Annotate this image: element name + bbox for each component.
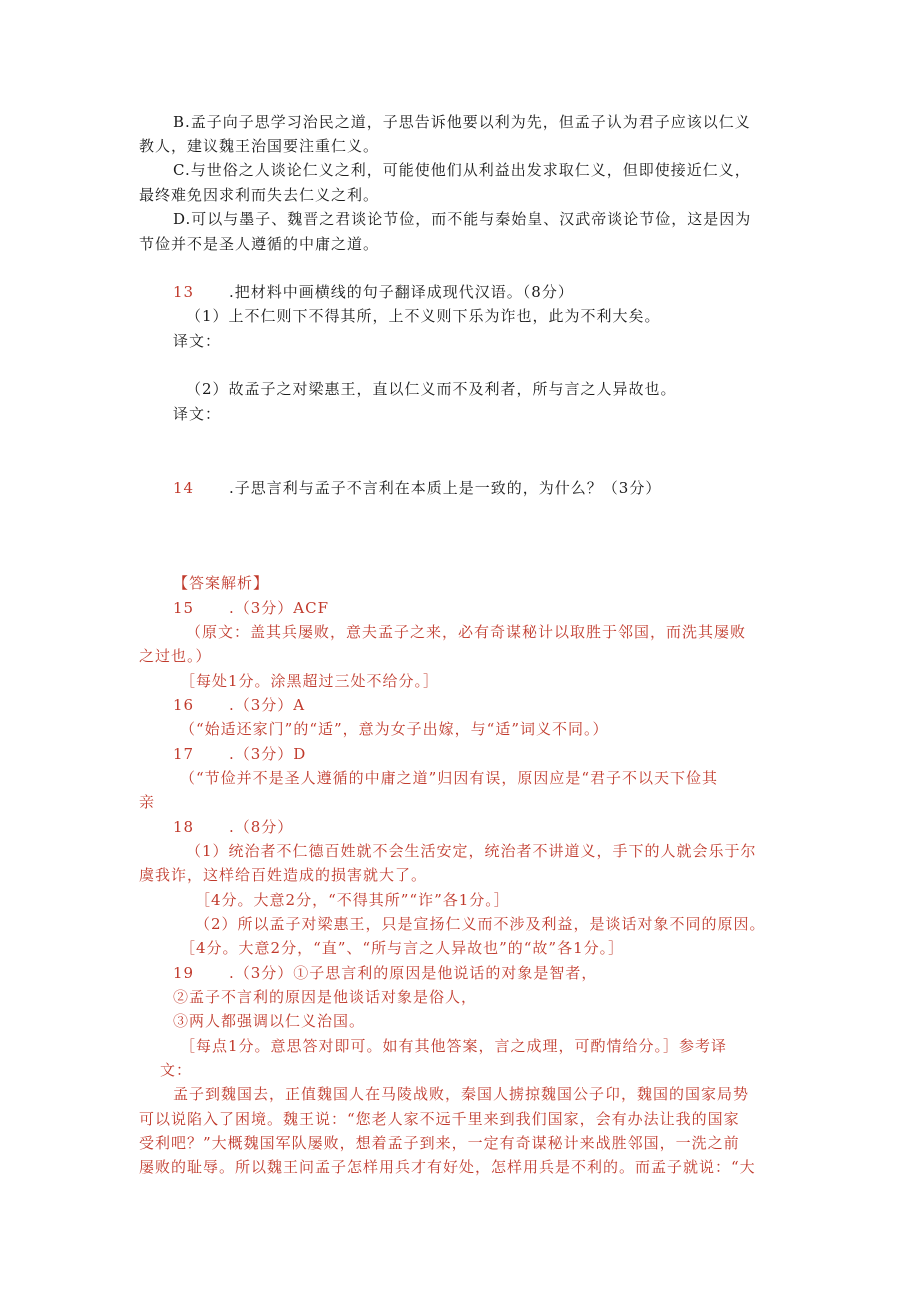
answer-18-part2: （2）所以孟子对梁惠王，只是宣扬仁义而不涉及利益，是谈话对象不同的原因。 <box>195 915 766 933</box>
answer-15 <box>173 598 329 618</box>
answer-16-explain: （“始适还家门”的“适”，意为女子出嫁，与“适”词义不同。） <box>180 720 609 738</box>
q13-translation-label-2: 译文： <box>173 405 222 423</box>
answer-15-explain-2: 之过也。） <box>139 647 212 665</box>
question-number: 13 <box>173 283 195 301</box>
reference-translation-label: 文： <box>160 1061 193 1079</box>
answer-text: .（8分） <box>229 818 294 836</box>
answer-17-explain-2: 亲 <box>139 793 156 811</box>
answer-18-part1-line1: （1）统治者不仁德百姓就不会生活安定，统治者不讲道义，手下的人就会乐于尔 <box>186 842 757 860</box>
answer-15-explain-1: （原文：盖其兵屡败，意夫孟子之来，必有奇谋秘计以取胜于邻国，而洗其屡败 <box>186 623 747 641</box>
question-text: .子思言利与孟子不言利在本质上是一致的，为什么？（3分） <box>229 479 662 497</box>
answer-number: 19 <box>173 964 195 982</box>
translation-line-2: 可以说陷入了困境。魏王说：“您老人家不远千里来到我们国家，会有办法让我的国家 <box>139 1110 740 1128</box>
option-d-line2: 节俭并不是圣人遵循的中庸之道。 <box>139 235 380 253</box>
translation-line-3: 受利吧？”大概魏国军队屡败，想着孟子到来，一定有奇谋秘计来战胜邻国，一洗之前 <box>139 1134 740 1152</box>
answer-17-explain-1: （“节俭并不是圣人遵循的中庸之道”归因有误，原因应是“君子不以天下俭其 <box>180 769 719 787</box>
answer-text: .（3分）ACF <box>229 599 330 617</box>
answer-17 <box>173 744 306 764</box>
question-number: 14 <box>173 479 195 497</box>
option-c-line2: 最终难免因求利而失去仁义之利。 <box>139 186 380 204</box>
answer-16 <box>173 695 305 715</box>
translation-line-1: 孟子到魏国去，正值魏国人在马陵战败，秦国人掳掠魏国公子卬，魏国的国家局势 <box>173 1085 750 1103</box>
answer-19-scoring: ［每点1分。意思答对即可。如有其他答案，言之成理，可酌情给分。］参考译 <box>180 1037 728 1055</box>
answer-number: 16 <box>173 696 195 714</box>
answer-19-point-2: ②孟子不言利的原因是他谈话对象是俗人， <box>173 988 478 1006</box>
answer-18-part2-scoring: ［4分。大意2分，“直”、“所与言之人异故也”的“故”各1分。］ <box>180 939 625 957</box>
question-13 <box>173 282 574 302</box>
answer-18-part1-line2: 虞我诈，这样给百姓造成的损害就大了。 <box>139 866 428 884</box>
answer-text: .（3分）D <box>229 745 307 763</box>
answer-18-part1-scoring: ［4分。大意2分，“不得其所”“诈”各1分。］ <box>195 891 510 909</box>
option-d-line1: D.可以与墨子、魏晋之君谈论节俭，而不能与秦始皇、汉武帝谈论节俭，这是因为 <box>173 210 752 228</box>
option-b-line1: B.孟子向子思学习治民之道，子思告诉他要以利为先，但孟子认为君子应该以仁义 <box>173 113 751 131</box>
question-text: .把材料中画横线的句子翻译成现代汉语。（8分） <box>229 283 574 301</box>
answer-number: 17 <box>173 745 195 763</box>
answer-number: 15 <box>173 599 195 617</box>
q13-sentence-2: （2）故孟子之对梁惠王，直以仁义而不及利者，所与言之人异故也。 <box>186 380 677 398</box>
answer-19-point-3: ③两人都强调以仁义治国。 <box>173 1012 366 1030</box>
answer-18 <box>173 817 293 837</box>
answer-text: .（3分）①子思言利的原因是他说话的对象是智者， <box>229 964 598 982</box>
answer-15-scoring: ［每处1分。涂黑超过三处不给分。］ <box>180 672 440 690</box>
question-14 <box>173 478 661 498</box>
answer-header: 【答案解析】 <box>173 574 270 592</box>
option-b-line2: 教人，建议魏王治国要注重仁义。 <box>139 137 380 155</box>
answer-number: 18 <box>173 818 195 836</box>
answer-19 <box>173 963 597 983</box>
option-c-line1: C.与世俗之人谈论仁义之利，可能使他们从利益出发求取仁义，但即使接近仁义， <box>173 161 751 179</box>
q13-sentence-1: （1）上不仁则下不得其所，上不义则下乐为诈也，此为不利大矣。 <box>186 307 661 325</box>
answer-text: .（3分）A <box>229 696 306 714</box>
q13-translation-label-1: 译文： <box>173 332 222 350</box>
translation-line-4: 屡败的耻辱。所以魏王问孟子怎样用兵才有好处，怎样用兵是不利的。而孟子就说：“大 <box>139 1158 756 1176</box>
